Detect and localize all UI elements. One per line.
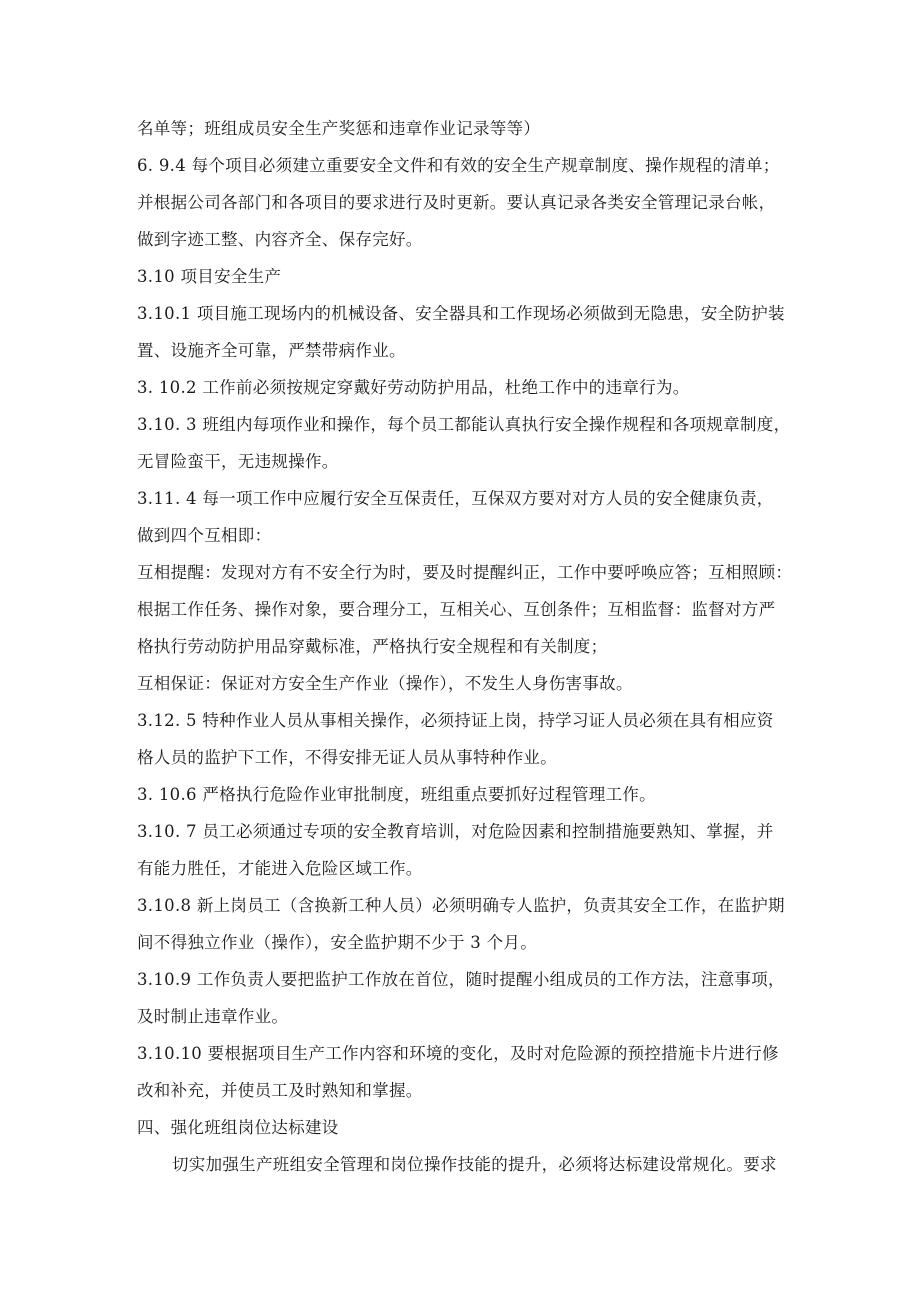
- text-line: 3.10. 7 员工必须通过专项的安全教育培训，对危险因素和控制措施要熟知、掌握，并: [137, 822, 774, 841]
- text-line: 切实加强生产班组安全管理和岗位操作技能的提升，必须将达标建设常规化。要求: [172, 1155, 777, 1174]
- text-line: 间不得独立作业（操作），安全监护期不少于 3 个月。: [137, 933, 538, 952]
- text-line: 6. 9.4 每个项目必须建立重要安全文件和有效的安全生产规章制度、操作规程的清单；: [137, 156, 780, 175]
- text-line: 及时制止违章作业。: [137, 1007, 289, 1026]
- text-line: 3.11. 4 每一项工作中应履行安全互保责任，互保双方要对对方人员的安全健康负责，: [137, 489, 774, 508]
- text-line: 置、设施齐全可靠，严禁带病作业。: [137, 341, 406, 360]
- text-line: 3. 10.6 严格执行危险作业审批制度，班组重点要抓好过程管理工作。: [137, 785, 656, 804]
- text-line: 有能力胜任，才能进入危险区域工作。: [137, 859, 423, 878]
- text-line: 3.12. 5 特种作业人员从事相关操作，必须持证上岗，持学习证人员必须在具有相应资: [137, 711, 774, 730]
- text-line: 互相提醒：发现对方有不安全行为时，要及时提醒纠正，工作中要呼唤应答；互相照顾：: [137, 563, 793, 582]
- text-line: 互相保证：保证对方安全生产作业（操作），不发生人身伤害事故。: [137, 674, 633, 693]
- text-line: 3.10.8 新上岗员工（含换新工种人员）必须明确专人监护，负责其安全工作，在监护期: [137, 896, 785, 915]
- text-line: 格人员的监护下工作，不得安排无证人员从事特种作业。: [137, 748, 557, 767]
- text-line: 改和补充，并使员工及时熟知和掌握。: [137, 1081, 423, 1100]
- text-line: 根据工作任务、操作对象，要合理分工，互相关心、互创条件；互相监督：监督对方严: [137, 600, 776, 619]
- text-line: 做到字迹工整、内容齐全、保存完好。: [137, 230, 423, 249]
- text-line: 3.10.1 项目施工现场内的机械设备、安全器具和工作现场必须做到无隐患，安全防护装: [137, 304, 785, 323]
- text-line: 3.10.10 要根据项目生产工作内容和环境的变化，及时对危险源的预控措施卡片进行修: [137, 1044, 779, 1063]
- section-heading: 3.10 项目安全生产: [137, 267, 282, 286]
- text-line: 3.10.9 工作负责人要把监护工作放在首位，随时提醒小组成员的工作方法，注意事项，: [137, 970, 785, 989]
- text-line: 3. 10.2 工作前必须按规定穿戴好劳动防护用品，杜绝工作中的违章行为。: [137, 378, 690, 397]
- text-line: 格执行劳动防护用品穿戴标准，严格执行安全规程和有关制度；: [137, 637, 608, 656]
- text-line: 无冒险蛮干，无违规操作。: [137, 452, 339, 471]
- section-heading: 四、强化班组岗位达标建设: [137, 1118, 339, 1137]
- text-line: 3.10. 3 班组内每项作业和操作，每个员工都能认真执行安全操作规程和各项规章制度，: [137, 415, 791, 434]
- text-line: 名单等；班组成员安全生产奖惩和违章作业记录等等）: [137, 119, 541, 138]
- text-line: 做到四个互相即：: [137, 526, 272, 545]
- text-line: 并根据公司各部门和各项目的要求进行及时更新。要认真记录各类安全管理记录台帐，: [137, 193, 776, 212]
